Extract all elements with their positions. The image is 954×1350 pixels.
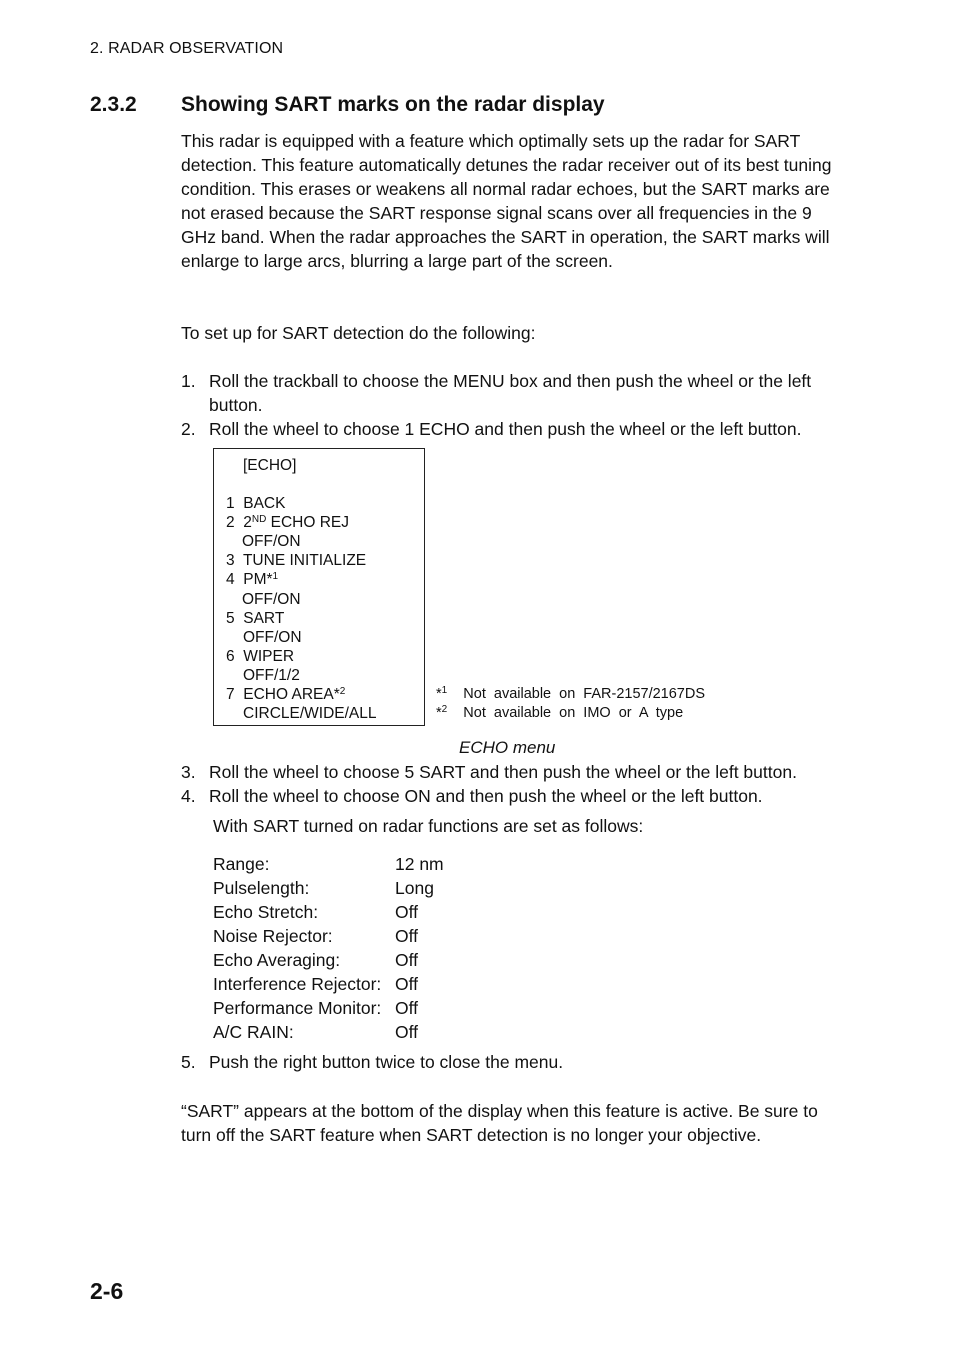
echo-menu-box: [213, 448, 425, 726]
step-number: 4.: [181, 786, 196, 806]
step-text: Roll the wheel to choose 5 SART and then push the wheel or the left button.: [209, 762, 797, 782]
step-number: 1.: [181, 371, 196, 391]
setting-value: Off: [395, 1022, 419, 1042]
lead-paragraph: To set up for SART detection do the following:: [181, 323, 536, 343]
menu-item-option: CIRCLE/WIDE/ALL: [243, 705, 377, 722]
menu-item-2nd-echo-rej: 2 2ND ECHO REJ: [226, 514, 350, 531]
section-title: Showing SART marks on the radar display: [181, 93, 605, 116]
step-number: 5.: [181, 1052, 196, 1072]
setting-value: Off: [395, 974, 419, 994]
step-item: [181, 1050, 841, 1074]
menu-item-option: OFF/ON: [243, 629, 302, 646]
step-item: [181, 760, 841, 784]
setting-value: Off: [395, 998, 419, 1018]
setting-value: Off: [395, 902, 419, 922]
settings-intro: With SART turned on radar functions are set as follows:: [213, 816, 644, 836]
menu-item-option: OFF/ON: [242, 591, 301, 608]
setting-key: A/C RAIN:: [213, 1022, 294, 1042]
menu-item-echo-area: 7 ECHO AREA*$^2$: [226, 686, 346, 703]
setting-key: Noise Rejector:: [213, 926, 333, 946]
setting-key: Performance Monitor:: [213, 998, 382, 1018]
setting-key: Pulselength:: [213, 878, 310, 898]
figure-caption: ECHO menu: [459, 738, 556, 757]
closing-paragraph: “SART” appears at the bottom of the display when this feature is active. Be sure to turn off the SART feature when SART detection is no longer your objective.: [181, 1101, 818, 1145]
step-text: Roll the trackball to choose the MENU box and then push the wheel or the left button.: [209, 371, 812, 415]
setting-key: Echo Stretch:: [213, 902, 319, 922]
intro-paragraph: This radar is equipped with a feature which optimally sets up the radar for SART detection. This feature automatically detunes the radar receiver out of its best tuning condition. This erases or weakens all normal radar echoes, but the SART marks are not erased because the SART response signal scans over all frequencies in the 9 GHz band. When the radar approaches the SART in operation, the SART marks will enlarge to large arcs, blurring a large part of the screen.: [181, 131, 832, 271]
step-item: [181, 784, 841, 808]
setting-value: Off: [395, 950, 419, 970]
step-text: Roll the wheel to choose ON and then push the wheel or the left button.: [209, 786, 763, 806]
menu-item-wiper: 6 WIPER: [226, 648, 295, 665]
step-item: [181, 369, 841, 417]
menu-item-sart: 5 SART: [226, 610, 285, 627]
setting-key: Interference Rejector:: [213, 974, 382, 994]
setting-key: Range:: [213, 854, 270, 874]
footnote: *$^2$ Not available on IMO or A type: [436, 704, 684, 721]
step-text: Push the right button twice to close the menu.: [209, 1052, 564, 1072]
menu-item-back: 1 BACK: [226, 495, 286, 512]
menu-item-pm: 4 PM*$^1$: [226, 571, 279, 588]
setting-value: Long: [395, 878, 434, 898]
page-number: 2-6: [90, 1278, 124, 1304]
menu-item-tune-initialize: 3 TUNE INITIALIZE: [226, 552, 367, 569]
section-number: 2.3.2: [90, 93, 137, 116]
footnote: *$^1$ Not available on FAR-2157/2167DS: [436, 685, 706, 702]
setting-value: Off: [395, 926, 419, 946]
running-header: 2. RADAR OBSERVATION: [90, 40, 284, 57]
setting-key: Echo Averaging:: [213, 950, 341, 970]
step-number: 2.: [181, 419, 196, 439]
menu-title: [ECHO]: [243, 457, 297, 474]
setting-value: 12 nm: [395, 854, 444, 874]
step-item: [181, 417, 841, 441]
menu-item-option: OFF/ON: [242, 533, 301, 550]
step-text: Roll the wheel to choose 1 ECHO and then push the wheel or the left button.: [209, 419, 802, 439]
step-number: 3.: [181, 762, 196, 782]
menu-item-option: OFF/1/2: [243, 667, 300, 684]
